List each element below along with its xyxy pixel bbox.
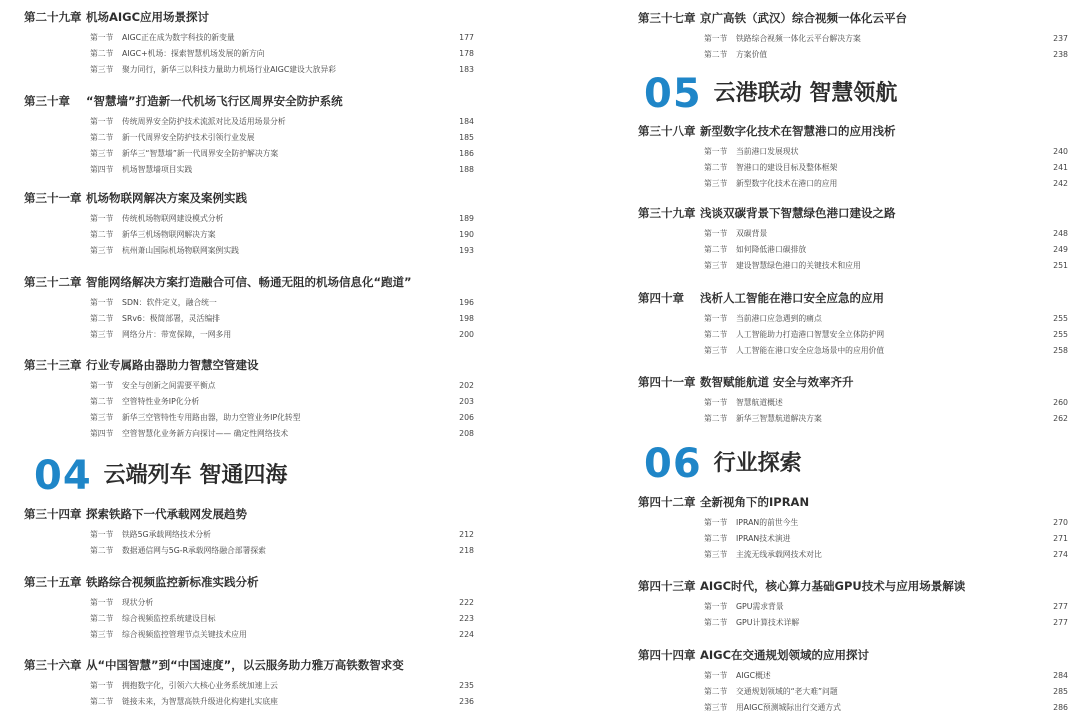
chapter-number: 第四十二章: [638, 495, 696, 509]
chapter-title: “智慧墙”打造新一代机场飞行区周界安全防护系统: [86, 94, 343, 108]
chapter-block: [24, 506, 474, 558]
chapter-number: 第四十四章: [638, 648, 696, 662]
chapter-number: 第三十二章: [24, 275, 82, 289]
section-number: 第二节: [704, 49, 728, 59]
section-page-number: 208: [459, 428, 474, 438]
section-row: [638, 546, 1068, 562]
section-page-number: 255: [1053, 313, 1068, 323]
section-page-number: 222: [459, 597, 474, 607]
section-number: 第二节: [90, 613, 114, 623]
section-page-number: 284: [1053, 670, 1068, 680]
section-number: 第一节: [90, 680, 114, 690]
section-title: 综合视频监控系统建设目标: [122, 613, 216, 623]
section-page-number: 258: [1053, 345, 1068, 355]
section-number: 第四节: [90, 428, 114, 438]
section-number: 第二节: [704, 617, 728, 627]
section-title: 方案价值: [736, 49, 768, 59]
section-title: 杭州萧山国际机场物联网案例实践: [122, 245, 239, 255]
section-title: 数据通信网与5G-R承载网络融合部署探索: [122, 545, 266, 555]
section-number: 第一节: [90, 380, 114, 390]
section-number: 第一节: [704, 517, 728, 527]
chapter-number: 第三十五章: [24, 575, 82, 589]
section-page-number: 184: [459, 116, 474, 126]
section-row: [638, 46, 1068, 62]
section-page-number: 260: [1053, 397, 1068, 407]
section-number: 第二节: [90, 229, 114, 239]
section-title: 人工智能在港口安全应急场景中的应用价值: [736, 345, 885, 355]
chapter-block: [24, 190, 474, 258]
chapter-number: 第三十六章: [24, 658, 82, 672]
section-page-number: 190: [459, 229, 474, 239]
section-page-number: 270: [1053, 517, 1068, 527]
chapter-title: 京广高铁（武汉）综合视频一体化云平台: [700, 11, 907, 25]
section-row: [638, 326, 1068, 342]
section-number: 第二节: [704, 244, 728, 254]
section-title: SDN：软件定义，融合统一: [122, 297, 217, 307]
section-title: SRv6：极简部署，灵活编排: [122, 313, 220, 323]
chapter-block: [638, 10, 1068, 62]
section-number: 第一节: [90, 597, 114, 607]
section-list: [24, 377, 474, 441]
section-title: 交通规划领域的“老大难”问题: [736, 686, 838, 696]
chapter-number: 第三十三章: [24, 358, 82, 372]
section-row: [24, 129, 474, 145]
section-page-number: 186: [459, 148, 474, 158]
chapter-title: 机场物联网解决方案及案例实践: [86, 191, 247, 205]
section-title: 新华三空管特性专用路由器，助力空管业务IP化转型: [122, 412, 301, 422]
chapter-title: 探索铁路下一代承载网发展趋势: [86, 507, 247, 521]
section-number: 第一节: [704, 670, 728, 680]
section-list: [638, 667, 1068, 715]
chapter-title: 铁路综合视频监控新标准实践分析: [86, 575, 259, 589]
section-row: [24, 393, 474, 409]
section-title: 如何降低港口碳排放: [736, 244, 807, 254]
section-number: 第二节: [704, 329, 728, 339]
section-number: 第二节: [704, 686, 728, 696]
section-title: 机场智慧墙项目实践: [122, 164, 193, 174]
section-page-number: 223: [459, 613, 474, 623]
section-row: [24, 294, 474, 310]
section-title: 综合视频监控管理节点关键技术应用: [122, 629, 247, 639]
section-number: 第一节: [704, 601, 728, 611]
section-list: [24, 294, 474, 342]
section-row: [24, 377, 474, 393]
chapter-number: 第三十一章: [24, 191, 82, 205]
chapter-heading: [24, 657, 474, 675]
chapter-heading: [638, 205, 1068, 223]
section-page-number: 271: [1053, 533, 1068, 543]
section-page-number: 200: [459, 329, 474, 339]
section-list: [24, 210, 474, 258]
chapter-heading: [24, 274, 474, 292]
section-title: GPU需求背景: [736, 601, 784, 611]
section-number: 第一节: [704, 397, 728, 407]
part-04-heading: [34, 453, 288, 499]
section-row: [638, 342, 1068, 358]
section-row: [24, 542, 474, 558]
chapter-block: [638, 578, 1068, 630]
section-row: [638, 699, 1068, 715]
section-page-number: 236: [459, 696, 474, 706]
chapter-block: [638, 647, 1068, 715]
section-number: 第三节: [90, 412, 114, 422]
section-page-number: 238: [1053, 49, 1068, 59]
chapter-title: 数智赋能航道 安全与效率齐升: [700, 375, 854, 389]
section-title: 铁路5G承载网络技术分析: [122, 529, 211, 539]
chapter-block: [24, 657, 474, 709]
section-row: [638, 614, 1068, 630]
section-page-number: 178: [459, 48, 474, 58]
section-title: AIGC概述: [736, 670, 771, 680]
chapter-title: AIGC时代，核心算力基础GPU技术与应用场景解读: [700, 579, 966, 593]
section-number: 第三节: [90, 329, 114, 339]
section-row: [638, 241, 1068, 257]
section-number: 第三节: [90, 245, 114, 255]
section-row: [638, 310, 1068, 326]
section-list: [638, 394, 1068, 426]
section-row: [24, 409, 474, 425]
chapter-title: 从“中国智慧”到“中国速度”，以云服务助力雅万高铁数智求变: [86, 658, 404, 672]
chapter-heading: [638, 123, 1068, 141]
section-row: [24, 226, 474, 242]
section-page-number: 285: [1053, 686, 1068, 696]
section-list: [24, 113, 474, 177]
section-number: 第一节: [704, 228, 728, 238]
section-number: 第一节: [704, 146, 728, 156]
section-number: 第一节: [90, 32, 114, 42]
section-page-number: 218: [459, 545, 474, 555]
chapter-title: 浅谈双碳背景下智慧绿色港口建设之路: [700, 206, 896, 220]
chapter-heading: [638, 647, 1068, 665]
chapter-heading: [24, 93, 474, 111]
section-number: 第三节: [704, 702, 728, 712]
chapter-block: [24, 93, 474, 177]
section-row: [24, 45, 474, 61]
section-number: 第三节: [90, 148, 114, 158]
section-number: 第三节: [704, 345, 728, 355]
chapter-heading: [638, 578, 1068, 596]
chapter-block: [638, 290, 1068, 358]
section-list: [638, 30, 1068, 62]
part-05-heading: [644, 71, 898, 117]
chapter-title: 智能网络解决方案打造融合可信、畅通无阻的机场信息化“跑道”: [86, 275, 412, 289]
section-number: 第二节: [90, 396, 114, 406]
section-title: 聚力同行，新华三以科技力量助力机场行业AIGC建设大放异彩: [122, 64, 337, 74]
section-title: AIGC正在成为数字科技的新变量: [122, 32, 235, 42]
chapter-number: 第三十章: [24, 94, 70, 108]
part-06-heading: [644, 441, 802, 487]
section-title: 传统周界安全防护技术流派对比及适用场景分析: [122, 116, 286, 126]
section-page-number: 242: [1053, 178, 1068, 188]
section-row: [638, 667, 1068, 683]
section-page-number: 183: [459, 64, 474, 74]
section-page-number: 224: [459, 629, 474, 639]
section-page-number: 237: [1053, 33, 1068, 43]
section-title: 链接未来，为智慧高铁升级进化构建扎实底座: [122, 696, 278, 706]
section-title: 拥抱数字化，引领六大核心业务系统加速上云: [122, 680, 278, 690]
section-number: 第一节: [704, 33, 728, 43]
chapter-heading: [24, 190, 474, 208]
section-row: [24, 29, 474, 45]
section-title: 建设智慧绿色港口的关键技术和应用: [736, 260, 861, 270]
section-page-number: 248: [1053, 228, 1068, 238]
section-list: [24, 594, 474, 642]
section-number: 第二节: [704, 413, 728, 423]
chapter-number: 第三十四章: [24, 507, 82, 521]
section-row: [24, 310, 474, 326]
chapter-heading: [638, 374, 1068, 392]
section-title: 新华三“智慧墙”新一代周界安全防护解决方案: [122, 148, 279, 158]
section-list: [24, 29, 474, 77]
section-row: [24, 626, 474, 642]
section-row: [638, 514, 1068, 530]
section-row: [24, 210, 474, 226]
chapter-heading: [638, 494, 1068, 512]
chapter-title: 全新视角下的IPRAN: [700, 495, 810, 509]
section-title: 智慧航道概述: [736, 397, 783, 407]
section-number: 第三节: [704, 178, 728, 188]
section-list: [24, 526, 474, 558]
part-number: 05: [644, 71, 702, 117]
chapter-title: 行业专属路由器助力智慧空管建设: [86, 358, 259, 372]
section-title: 当前港口应急遇到的痛点: [736, 313, 822, 323]
chapter-number: 第三十九章: [638, 206, 696, 220]
section-number: 第二节: [90, 313, 114, 323]
section-number: 第二节: [704, 533, 728, 543]
section-row: [24, 610, 474, 626]
section-title: 当前港口发展现状: [736, 146, 799, 156]
section-list: [638, 514, 1068, 562]
section-list: [638, 225, 1068, 273]
section-page-number: 196: [459, 297, 474, 307]
section-page-number: 198: [459, 313, 474, 323]
section-page-number: 203: [459, 396, 474, 406]
section-page-number: 189: [459, 213, 474, 223]
chapter-title: 机场AIGC应用场景探讨: [86, 10, 210, 24]
section-row: [24, 161, 474, 177]
chapter-heading: [638, 10, 1068, 28]
section-title: IPRAN的前世今生: [736, 517, 799, 527]
section-row: [24, 242, 474, 258]
section-title: 铁路综合视频一体化云平台解决方案: [736, 33, 861, 43]
chapter-number: 第二十九章: [24, 10, 82, 24]
section-number: 第三节: [90, 64, 114, 74]
section-title: 网络分片：带宽保障，一网多用: [122, 329, 232, 339]
section-page-number: 262: [1053, 413, 1068, 423]
section-row: [24, 594, 474, 610]
section-number: 第二节: [704, 162, 728, 172]
section-row: [638, 30, 1068, 46]
section-title: 现状分析: [122, 597, 154, 607]
chapter-block: [638, 374, 1068, 426]
section-number: 第一节: [90, 213, 114, 223]
chapter-heading: [638, 290, 1068, 308]
section-title: 主流无线承载网技术对比: [736, 549, 822, 559]
section-number: 第三节: [704, 260, 728, 270]
section-number: 第二节: [90, 545, 114, 555]
section-page-number: 185: [459, 132, 474, 142]
section-row: [638, 683, 1068, 699]
section-title: AIGC+机场：探索智慧机场发展的新方向: [122, 48, 265, 58]
section-row: [638, 143, 1068, 159]
section-row: [24, 677, 474, 693]
section-number: 第三节: [704, 549, 728, 559]
section-row: [638, 410, 1068, 426]
chapter-heading: [24, 9, 474, 27]
section-row: [24, 326, 474, 342]
chapter-block: [24, 574, 474, 642]
right-page: [600, 0, 1080, 725]
part-number: 06: [644, 441, 702, 487]
chapter-heading: [24, 506, 474, 524]
section-number: 第一节: [704, 313, 728, 323]
section-row: [24, 145, 474, 161]
section-page-number: 235: [459, 680, 474, 690]
section-number: 第二节: [90, 48, 114, 58]
chapter-block: [24, 357, 474, 441]
section-title: 智港口的建设目标及整体框架: [736, 162, 838, 172]
section-number: 第四节: [90, 164, 114, 174]
section-page-number: 212: [459, 529, 474, 539]
section-title: 新华三机场物联网解决方案: [122, 229, 216, 239]
section-page-number: 206: [459, 412, 474, 422]
section-list: [638, 143, 1068, 191]
section-number: 第一节: [90, 297, 114, 307]
section-title: 双碳背景: [736, 228, 768, 238]
chapter-number: 第四十章: [638, 291, 684, 305]
chapter-title: 浅析人工智能在港口安全应急的应用: [700, 291, 884, 305]
chapter-number: 第四十一章: [638, 375, 696, 389]
section-row: [638, 159, 1068, 175]
section-list: [24, 677, 474, 709]
section-page-number: 277: [1053, 601, 1068, 611]
section-title: 空管特性业务IP化分析: [122, 396, 200, 406]
section-page-number: 286: [1053, 702, 1068, 712]
section-page-number: 240: [1053, 146, 1068, 156]
section-number: 第一节: [90, 529, 114, 539]
section-number: 第一节: [90, 116, 114, 126]
section-row: [638, 257, 1068, 273]
section-row: [24, 425, 474, 441]
chapter-block: [24, 274, 474, 342]
section-number: 第三节: [90, 629, 114, 639]
section-title: 用AIGC预测城际出行交通方式: [736, 702, 841, 712]
section-title: 安全与创新之间需要平衡点: [122, 380, 216, 390]
section-page-number: 193: [459, 245, 474, 255]
section-page-number: 255: [1053, 329, 1068, 339]
section-title: IPRAN技术演进: [736, 533, 791, 543]
section-row: [24, 61, 474, 77]
section-page-number: 251: [1053, 260, 1068, 270]
section-row: [24, 113, 474, 129]
section-title: 新一代周界安全防护技术引领行业发展: [122, 132, 255, 142]
section-title: 人工智能助力打造港口智慧安全立体防护网: [736, 329, 885, 339]
section-title: 新华三智慧航道解决方案: [736, 413, 822, 423]
section-row: [638, 598, 1068, 614]
chapter-title: AIGC在交通规划领域的应用探讨: [700, 648, 870, 662]
section-page-number: 188: [459, 164, 474, 174]
section-number: 第二节: [90, 132, 114, 142]
section-title: 空管智慧化业务新方向探讨—— 确定性网络技术: [122, 428, 289, 438]
part-title: 行业探索: [713, 451, 802, 476]
chapter-block: [638, 123, 1068, 191]
part-number: 04: [34, 453, 92, 499]
section-list: [638, 310, 1068, 358]
chapter-block: [638, 494, 1068, 562]
section-row: [638, 394, 1068, 410]
part-title: 云端列车 智通四海: [103, 463, 288, 488]
chapter-heading: [24, 357, 474, 375]
section-page-number: 177: [459, 32, 474, 42]
chapter-number: 第四十三章: [638, 579, 696, 593]
section-title: 传统机场物联网建设模式分析: [122, 213, 224, 223]
section-row: [24, 526, 474, 542]
chapter-number: 第三十八章: [638, 124, 696, 138]
section-page-number: 277: [1053, 617, 1068, 627]
section-row: [638, 175, 1068, 191]
section-page-number: 241: [1053, 162, 1068, 172]
section-page-number: 202: [459, 380, 474, 390]
section-title: GPU计算技术详解: [736, 617, 800, 627]
section-page-number: 274: [1053, 549, 1068, 559]
section-list: [638, 598, 1068, 630]
chapter-block: [638, 205, 1068, 273]
part-title: 云港联动 智慧领航: [713, 81, 898, 106]
section-row: [638, 225, 1068, 241]
section-number: 第二节: [90, 696, 114, 706]
section-row: [24, 693, 474, 709]
chapter-title: 新型数字化技术在智慧港口的应用浅析: [700, 124, 896, 138]
section-row: [638, 530, 1068, 546]
chapter-number: 第三十七章: [638, 11, 696, 25]
section-page-number: 249: [1053, 244, 1068, 254]
chapter-heading: [24, 574, 474, 592]
section-title: 新型数字化技术在港口的应用: [736, 178, 838, 188]
chapter-block: [24, 9, 474, 77]
